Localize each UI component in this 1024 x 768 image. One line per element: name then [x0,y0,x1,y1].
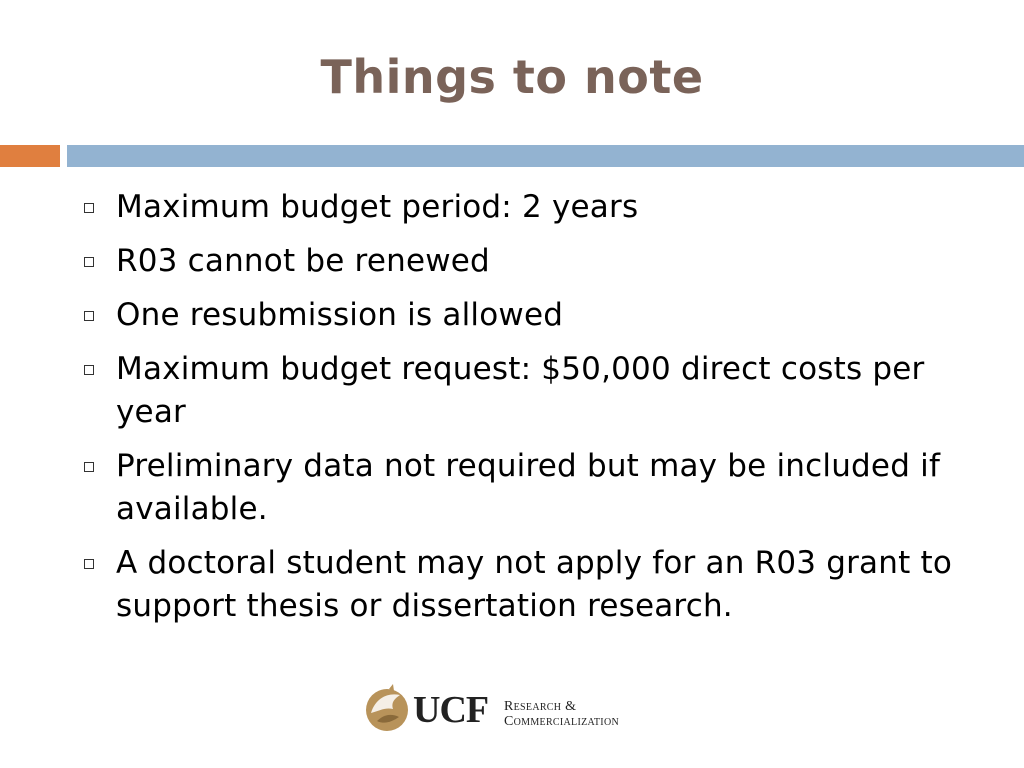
bullet-list [84,186,984,639]
pegasus-icon [363,683,411,733]
accent-bar-blue [67,145,1024,167]
bullet-text: Maximum budget request: $50,000 direct costs per year [116,351,925,430]
bullet-text: Maximum budget period: 2 years [116,189,639,225]
bullet-text: R03 cannot be renewed [116,243,490,279]
bullet-item [84,542,984,628]
bullet-text: One resubmission is allowed [116,297,564,333]
bullet-item [84,348,984,434]
square-bullet-icon [84,559,94,569]
bullet-text: A doctoral student may not apply for an R03 grant to support thesis or dissertation research. [116,545,953,624]
slide-title: Things to note [320,50,704,104]
bullet-item [84,294,984,337]
logo-line-2: Commercialization [504,714,619,729]
bullet-item [84,240,984,283]
square-bullet-icon [84,257,94,267]
bullet-item [84,445,984,531]
logo-wordmark: UCF [413,689,489,731]
bullet-item [84,186,984,229]
square-bullet-icon [84,365,94,375]
square-bullet-icon [84,203,94,213]
bullet-text: Preliminary data not required but may be included if available. [116,448,941,527]
square-bullet-icon [84,462,94,472]
accent-bar-orange [0,145,60,167]
square-bullet-icon [84,311,94,321]
ucf-logo [363,683,673,733]
logo-line-1: Research & [504,699,577,714]
